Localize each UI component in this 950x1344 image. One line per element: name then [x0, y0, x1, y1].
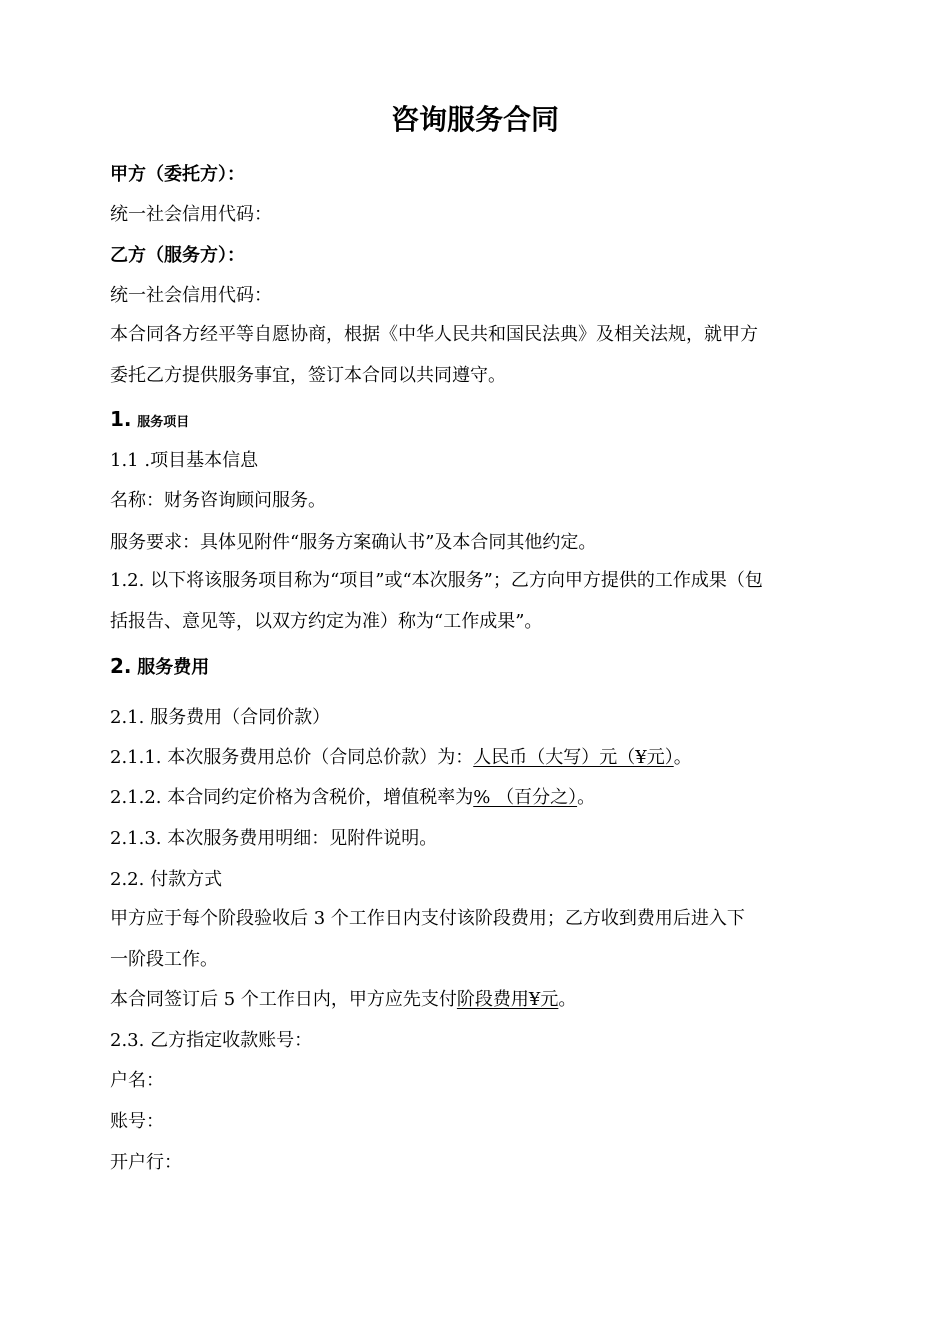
advance-payment-end: 。 — [558, 989, 577, 1010]
clause-1-2-line-2: 括报告、意见等，以双方约定为准）称为“工作成果”。 — [110, 611, 543, 632]
account-number-label: 账号： — [110, 1111, 164, 1132]
advance-payment-blank: 阶段费用¥元 — [456, 989, 559, 1010]
clause-1-1: 1.1 .项目基本信息 — [110, 450, 259, 471]
clause-2-3: 2.3. 乙方指定收款账号： — [110, 1030, 313, 1051]
payment-line-2: 一阶段工作。 — [110, 949, 218, 970]
section-1-heading — [110, 407, 189, 435]
party-b-credit-code: 统一社会信用代码： — [110, 285, 272, 306]
preamble-line-1: 本合同各方经平等自愿协商，根据《中华人民共和国民法典》及相关法规，就甲方 — [110, 324, 758, 345]
section-2-heading — [110, 654, 209, 680]
payment-line-1: 甲方应于每个阶段验收后 3 个工作日内支付该阶段费用；乙方收到费用后进入下 — [110, 908, 745, 929]
document-title: 咨询服务合同 — [390, 103, 559, 136]
clause-2-1: 2.1. 服务费用（合同价款） — [110, 707, 331, 728]
clause-2-1-3: 2.1.3. 本次服务费用明细：见附件说明。 — [110, 828, 438, 849]
clause-2-1-2-end: 。 — [577, 787, 596, 808]
tax-rate-blank: % （百分之） — [473, 787, 578, 808]
clause-1-2-line-1: 1.2. 以下将该服务项目称为“项目”或“本次服务”；乙方向甲方提供的工作成果（包 — [110, 570, 763, 591]
party-a-label: 甲方（委托方）： — [110, 164, 245, 185]
section-1-title: 服务项目 — [137, 415, 190, 430]
project-name-line: 名称：财务咨询顾问服务。 — [110, 490, 326, 511]
advance-payment-text: 本合同签订后 5 个工作日内，甲方应先支付 — [110, 989, 457, 1010]
bank-label: 开户行： — [110, 1152, 182, 1173]
advance-payment-line — [110, 988, 576, 1012]
total-price-blank: 人民币（大写）元（¥元） — [473, 747, 674, 768]
party-a-credit-code: 统一社会信用代码： — [110, 204, 272, 225]
clause-2-1-1-text: 2.1.1. 本次服务费用总价（合同总价款）为： — [110, 747, 474, 768]
clause-2-1-2-text: 2.1.2. 本合同约定价格为含税价，增值税率为 — [110, 787, 474, 808]
clause-2-1-1 — [110, 746, 692, 770]
section-2-number: 2. — [110, 654, 132, 678]
party-b-label: 乙方（服务方）： — [110, 245, 245, 266]
service-requirement-line: 服务要求：具体见附件“服务方案确认书”及本合同其他约定。 — [110, 532, 597, 553]
account-name-label: 户名： — [110, 1070, 164, 1091]
section-1-number: 1. — [110, 407, 132, 431]
section-2-title: 服务费用 — [137, 657, 210, 678]
clause-2-2: 2.2. 付款方式 — [110, 869, 223, 890]
clause-2-1-2 — [110, 786, 595, 810]
clause-2-1-1-end: 。 — [673, 747, 692, 768]
preamble-line-2: 委托乙方提供服务事宜，签订本合同以共同遵守。 — [110, 365, 506, 386]
